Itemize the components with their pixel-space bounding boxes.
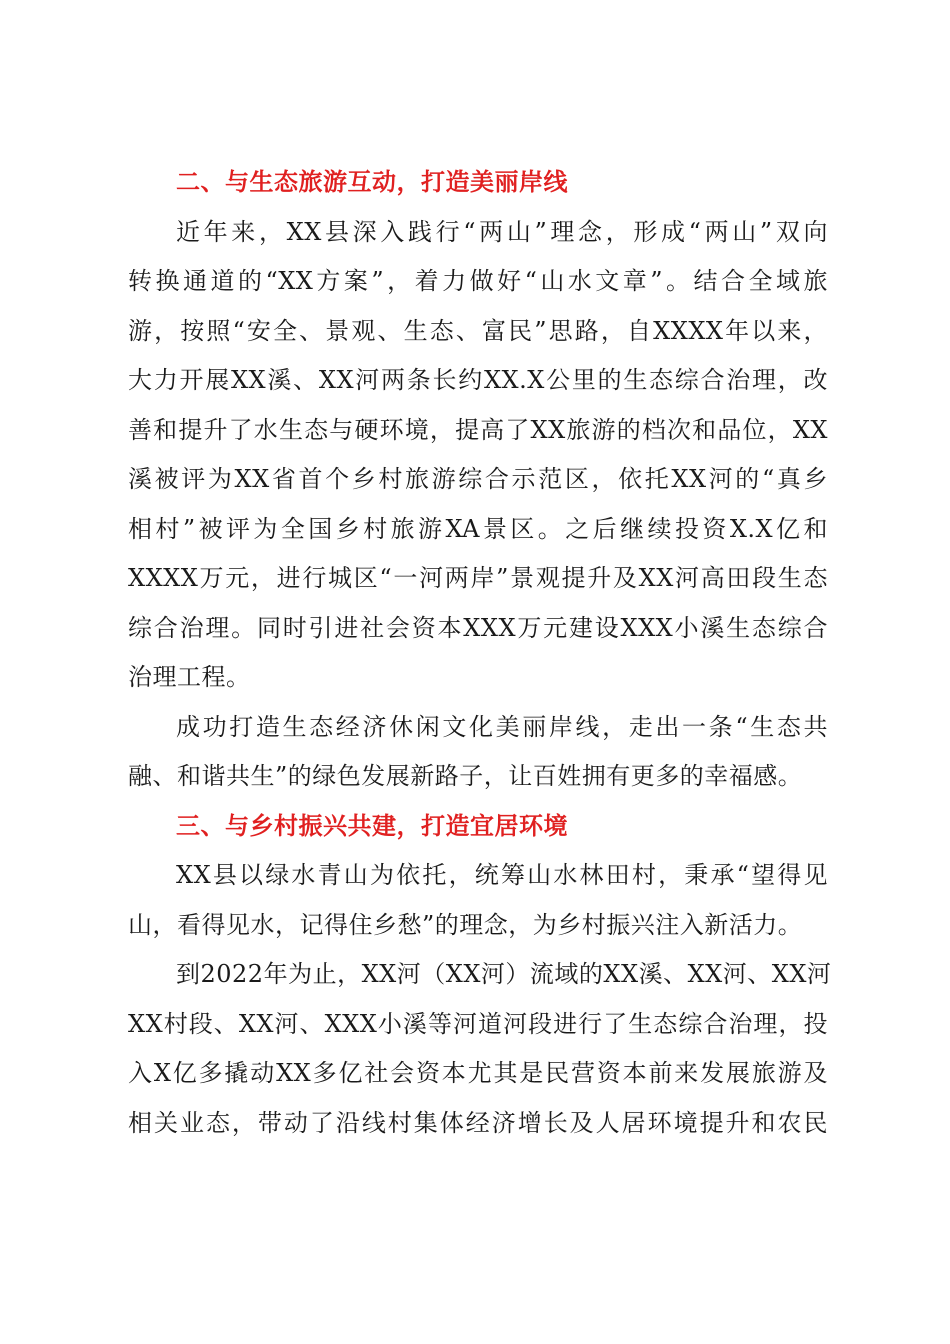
paragraph-line: XXXX万元，进行城区“一河两岸”景观提升及XX河高田段生态 [128,564,828,592]
paragraph-line: 融、和谐共生”的绿色发展新路子，让百姓拥有更多的幸福感。 [128,762,803,790]
paragraph-line: 转换通道的“XX方案”，着力做好“山水文章”。结合全域旅 [128,267,828,295]
paragraph-line: XX村段、XX河、XXX小溪等河道河段进行了生态综合治理，投 [128,1009,828,1038]
section-2-heading: 二、与生态旅游互动，打造美丽岸线 [176,168,568,196]
paragraph-line: 溪被评为XX省首个乡村旅游综合示范区，依托XX河的“真乡 [128,465,828,493]
section-3-heading: 三、与乡村振兴共建，打造宜居环境 [176,811,568,840]
section-3-paragraph-2 [128,950,832,1148]
paragraph-line: 山，看得见水，记得住乡愁”的理念，为乡村振兴注入新活力。 [128,910,803,939]
paragraph-line: 到2022年为止，XX河（XX河）流域的XX溪、XX河、XX河 [176,960,832,988]
paragraph-line: 治理工程。 [128,663,251,691]
section-2-paragraph-1 [128,208,828,703]
paragraph-line: 善和提升了水生态与硬环境，提高了XX旅游的档次和品位，XX [128,415,828,444]
paragraph-line: XX县以绿水青山为依托，统筹山水林田村，秉承“望得见 [176,861,828,889]
document-page [128,158,832,1148]
paragraph-line: 近年来，XX县深入践行“两山”理念，形成“两山”双向 [176,217,828,246]
section-3-paragraph-1 [128,851,828,950]
section-2-paragraph-2 [128,703,828,802]
paragraph-line: 成功打造生态经济休闲文化美丽岸线，走出一条“生态共 [176,712,828,741]
paragraph-line: 相村”被评为全国乡村旅游XA景区。之后继续投资X.X亿和 [128,514,828,543]
paragraph-line: 大力开展XX溪、XX河两条长约XX.X公里的生态综合治理，改 [128,366,828,394]
paragraph-line: 相关业态，带动了沿线村集体经济增长及人居环境提升和农民 [128,1108,828,1137]
paragraph-line: 综合治理。同时引进社会资本XXX万元建设XXX小溪生态综合 [128,613,828,642]
paragraph-line: 游，按照“安全、景观、生态、富民”思路，自XXXX年以来， [128,316,828,345]
paragraph-line: 入X亿多撬动XX多亿社会资本尤其是民营资本前来发展旅游及 [128,1059,828,1087]
